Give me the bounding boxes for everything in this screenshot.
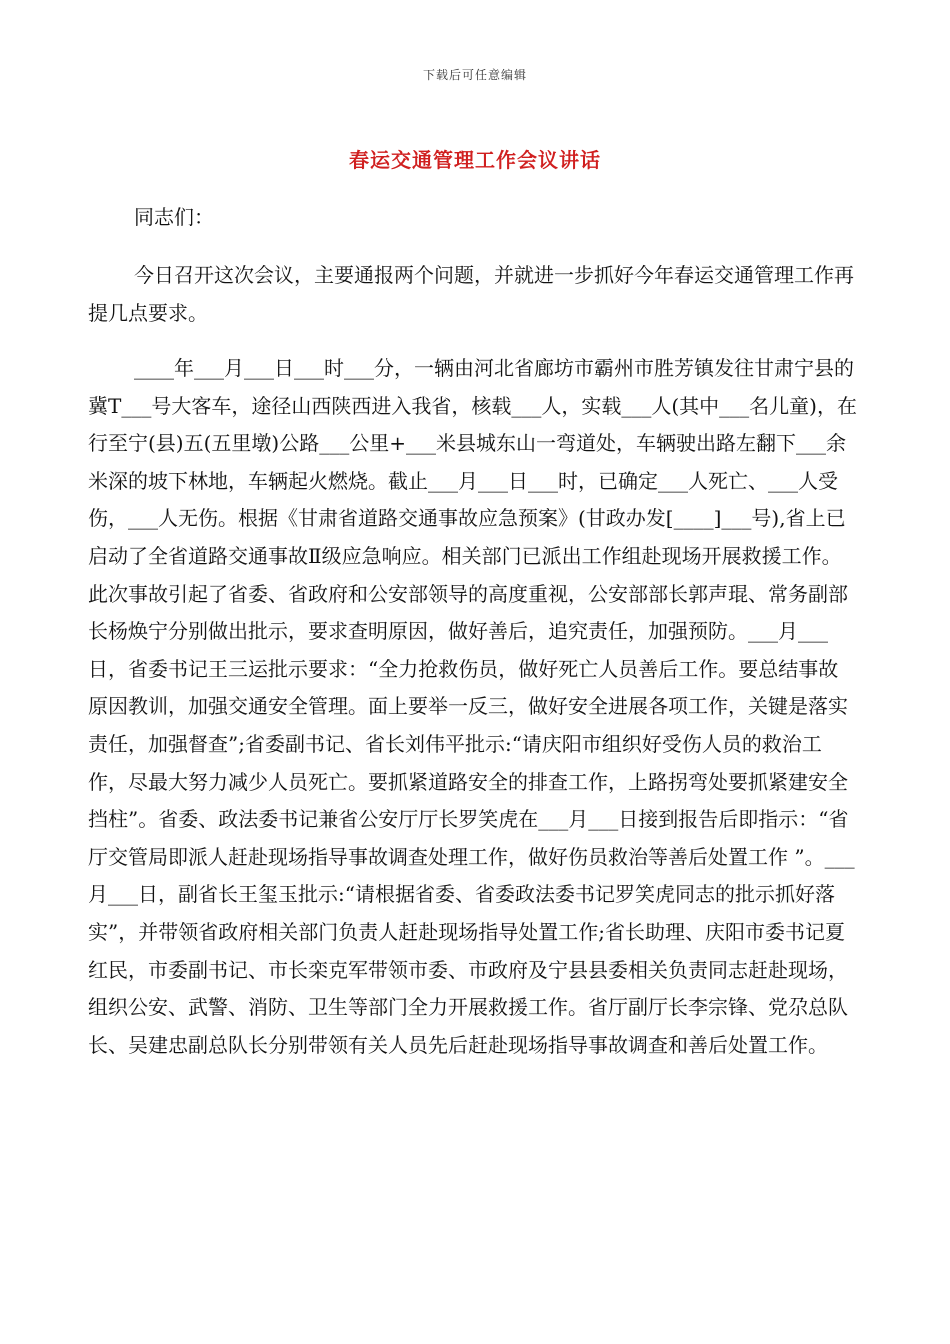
- salutation: 同志们：: [134, 205, 214, 229]
- paragraph-intro: 今日召开这次会议，主要通报两个问题，并就进一步抓好今年春运交通管理工作再提几点要求。: [88, 263, 854, 325]
- paragraph-incident: ____年___月___日___时___分，一辆由河北省廊坊市霸州市胜芳镇发往甘肃宁县的冀T___号大客车，途径山西陕西进入我省，核载___人，实载___人(其中___名儿童)，在行至宁(县)五(五里墩)公路___公里+___米县城东山一弯道处，车辆驶出路左翻下___余米深的坡下林地，车辆起火燃烧。截止___月___日___时，已确定___人死亡、___人受伤，___人无伤。根据《甘肃省道路交通事故应急预案》(甘政办发[____]___号),省上已启动了全省道路交通事故Ⅱ级应急响应。相关部门已派出工作组赴现场开展救援工作。此次事故引起了省委、省政府和公安部领导的高度重视，公安部部长郭声琨、常务副部长杨焕宁分别做出批示，要求查明原因，做好善后，追究责任，加强预防。___月___日，省委书记王三运批示要求：“全力抢救伤员，做好死亡人员善后工作。要总结事故原因教训，加强交通安全管理。面上要举一反三，做好安全进展各项工作，关键是落实责任，加强督查”;省委副书记、省长刘伟平批示:“请庆阳市组织好受伤人员的救治工作，尽最大努力减少人员死亡。要抓紧道路安全的排查工作，上路拐弯处要抓紧建安全挡柱”。省委、政法委书记兼省公安厅厅长罗笑虎在___月___日接到报告后即指示：“省厅交管局即派人赶赴现场指导事故调查处理工作，做好伤员救治等善后处置工作 ”。___月___日，副省长王玺玉批示:“请根据省委、省委政法委书记罗笑虎同志的批示抓好落实”，并带领省政府相关部门负责人赶赴现场指导处置工作;省长助理、庆阳市委书记夏红民，市委副书记、市长栾克军带领市委、市政府及宁县县委相关负责同志赶赴现场，组织公安、武警、消防、卫生等部门全力开展救援工作。省厅副厅长李宗锋、党尕总队长、吴建忠副总队长分别带领有关人员先后赶赴现场指导事故调查和善后处置工作。: [88, 356, 857, 1057]
- document-title: 春运交通管理工作会议讲话: [349, 148, 601, 172]
- header-note: 下载后可任意编辑: [422, 68, 527, 82]
